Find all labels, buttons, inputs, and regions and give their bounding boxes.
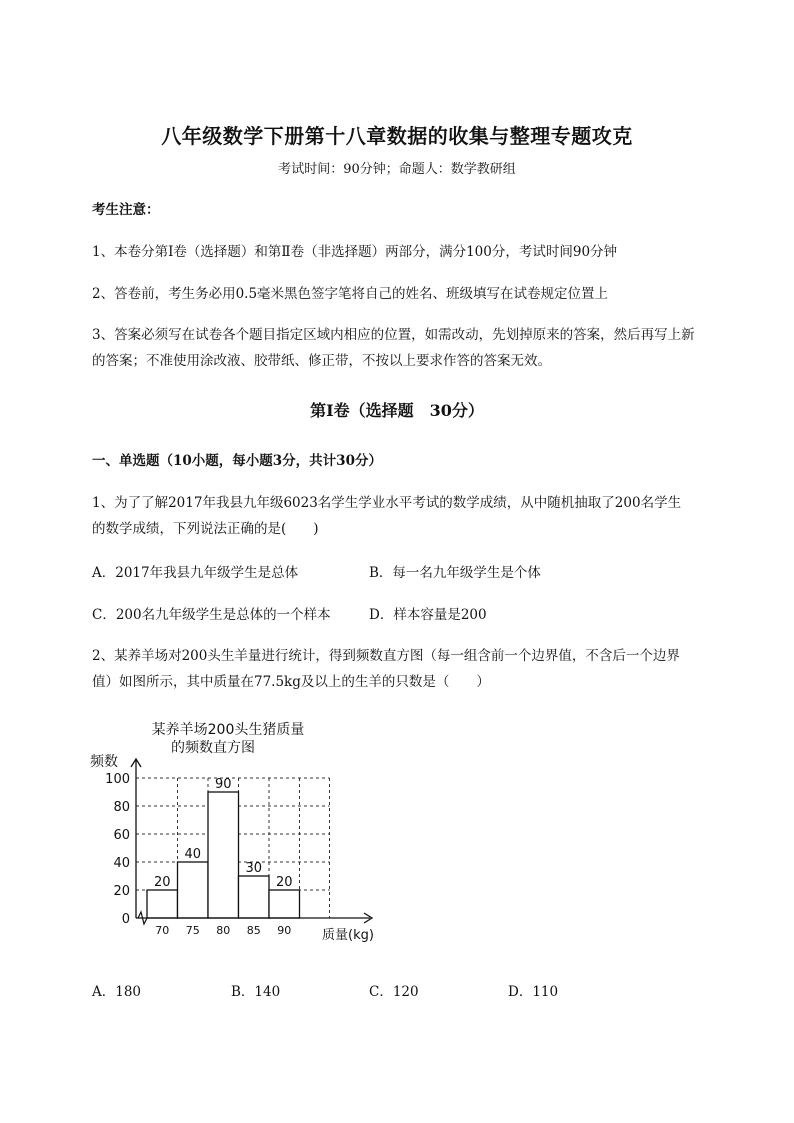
part-heading: 一、单选题（10小题，每小题3分，共计30分） (92, 453, 382, 469)
q2-stem-line1: 2、某养羊场对200头生羊量进行统计，得到频数直方图（每一组含前一个边界值，不含后一个边界 (92, 648, 680, 664)
q1-stem-line1: 1、为了了解2017年我县九年级6023名学生学业水平考试的数学成绩，从中随机抽取了200名学生 (92, 495, 682, 511)
y-tick-label-40: 40 (113, 856, 130, 871)
q1-option-b[interactable]: B．每一名九年级学生是个体 (369, 565, 541, 581)
frequency-histogram (88, 712, 398, 952)
data-label-2: 90 (214, 777, 232, 792)
q2-option-b[interactable]: B．140 (231, 984, 281, 1000)
bar-4 (269, 890, 300, 918)
q2-option-c[interactable]: C．120 (369, 984, 419, 1000)
y-axis-label: 频数 (90, 754, 118, 770)
notice-heading: 考生注意： (92, 202, 160, 218)
q2-stem-line2: 值）如图所示，其中质量在77.5kg及以上的生羊的只数是（ ） (92, 674, 490, 690)
y-tick-label-100: 100 (105, 772, 130, 787)
x-tick-label-85: 85 (246, 924, 261, 937)
q1-option-d[interactable]: D．样本容量是200 (369, 607, 487, 623)
data-label-0: 20 (153, 875, 171, 890)
notice-item-2: 2、答卷前，考生务必用0.5毫米黑色签字笔将自己的姓名、班级填写在试卷规定位置上 (92, 286, 609, 302)
y-tick-label-60: 60 (113, 828, 130, 843)
q2-option-a[interactable]: A．180 (92, 984, 142, 1000)
q1-option-c[interactable]: C．200名九年级学生是总体的一个样本 (92, 607, 331, 623)
x-tick-label-70: 70 (155, 924, 170, 937)
notice-item-3: 3、答案必须写在试卷各个题目指定区域内相应的位置，如需改动，先划掉原来的答案，然后再写上新 (92, 327, 695, 343)
x-tick-label-80: 80 (216, 924, 231, 937)
q1-option-a[interactable]: A．2017年我县九年级学生是总体 (92, 565, 299, 581)
y-tick-label-80: 80 (113, 800, 130, 815)
x-tick-label-90: 90 (277, 924, 292, 937)
page-title: 八年级数学下册第十八章数据的收集与整理专题攻克 (161, 124, 633, 148)
notice-item-1: 1、本卷分第I卷（选择题）和第Ⅱ卷（非选择题）两部分，满分100分，考试时间90分钟 (92, 244, 618, 260)
bars (147, 792, 300, 918)
data-label-3: 30 (245, 861, 263, 876)
q2-option-d[interactable]: D．110 (508, 984, 559, 1000)
bar-0 (147, 890, 178, 918)
section-title: 第I卷（选择题 30分） (310, 401, 484, 420)
data-label-4: 20 (275, 875, 293, 890)
exam-info: 考试时间：90分钟；命题人：数学教研组 (278, 162, 516, 177)
notice-item-3-cont: 的答案；不准使用涂改液、胶带纸、修正带，不按以上要求作答的答案无效。 (92, 353, 551, 369)
bar-1 (178, 862, 209, 918)
y-tick-label-0: 0 (121, 912, 130, 927)
bar-2 (208, 792, 239, 918)
y-tick-label-20: 20 (113, 884, 130, 899)
data-label-1: 40 (184, 847, 202, 862)
x-axis-label: 质量(kg) (322, 928, 374, 943)
q1-stem-line2: 的数学成绩，下列说法正确的是( ) (92, 521, 319, 537)
chart-subtitle: 的频数直方图 (171, 740, 255, 756)
x-tick-label-75: 75 (185, 924, 200, 937)
bar-3 (239, 876, 270, 918)
chart-title: 某养羊场200头生猪质量 (151, 722, 305, 738)
